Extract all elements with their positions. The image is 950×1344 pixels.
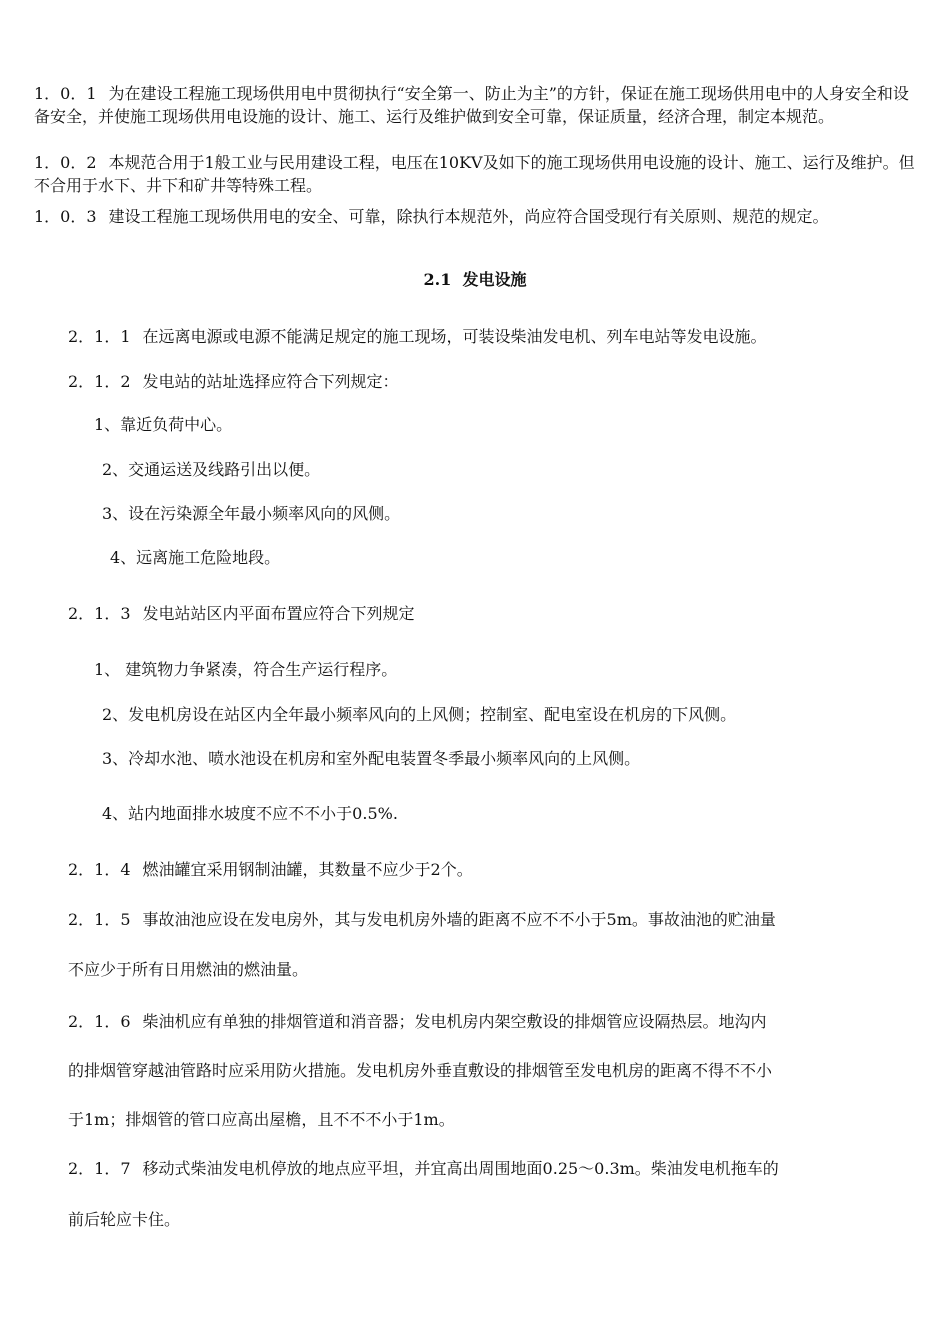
clause-number: 1．0．2 xyxy=(34,153,97,172)
list-item: 4、远离施工危险地段。 xyxy=(110,548,281,567)
section-heading xyxy=(0,268,950,291)
clause-number: 2．1．6 xyxy=(68,1012,131,1031)
clause-text: 移动式柴油发电机停放的地点应平坦，并宜高出周围地面0.25～0.3m。柴油发电机拖车的 xyxy=(142,1159,779,1178)
clause-1-0-2 xyxy=(34,151,916,197)
clause-text: 建设工程施工现场供用电的安全、可靠，除执行本规范外，尚应符合国受现行有关原则、规范的规定。 xyxy=(108,207,829,226)
clause-text: 燃油罐宜采用钢制油罐，其数量不应少于2个。 xyxy=(142,860,473,879)
clause-continuation: 前后轮应卡住。 xyxy=(68,1210,181,1229)
clause-number: 1．0．1 xyxy=(34,84,97,103)
list-item: 4、站内地面排水坡度不应不不小于0.5%. xyxy=(102,804,398,823)
list-item: 3、冷却水池、喷水池设在机房和室外配电装置冬季最小频率风向的上风侧。 xyxy=(102,749,641,768)
clause-continuation: 的排烟管穿越油管路时应采用防火措施。发电机房外垂直敷设的排烟管至发电机房的距离不得不不小 xyxy=(68,1061,773,1080)
clause-2-1-6 xyxy=(68,1010,767,1033)
clause-text: 发电站的站址选择应符合下列规定： xyxy=(142,372,399,391)
list-item: 1、靠近负荷中心。 xyxy=(94,415,233,434)
clause-number: 2．1．5 xyxy=(68,910,131,929)
clause-number: 2．1．1 xyxy=(68,327,131,346)
list-item: 2、交通运送及线路引出以便。 xyxy=(102,460,321,479)
clause-number: 2．1．7 xyxy=(68,1159,131,1178)
clause-text: 本规范合用于1般工业与民用建设工程，电压在10KV及如下的施工现场供用电设施的设计、施工、运行及维护。但不合用于水下、井下和矿井等特殊工程。 xyxy=(34,153,915,195)
clause-number: 1．0．3 xyxy=(34,207,97,226)
clause-2-1-7 xyxy=(68,1157,779,1180)
clause-number: 2．1．2 xyxy=(68,372,131,391)
clause-text: 发电站站区内平面布置应符合下列规定 xyxy=(142,604,415,623)
clause-text: 在远离电源或电源不能满足规定的施工现场，可装设柴油发电机、列车电站等发电设施。 xyxy=(142,327,767,346)
clause-1-0-3 xyxy=(34,205,916,228)
clause-text: 柴油机应有单独的排烟管道和消音器；发电机房内架空敷设的排烟管应设隔热层。地沟内 xyxy=(142,1012,767,1031)
clause-2-1-3 xyxy=(68,602,415,625)
clause-2-1-1 xyxy=(68,325,767,348)
clause-2-1-2 xyxy=(68,370,399,393)
clause-1-0-1 xyxy=(34,82,916,128)
clause-2-1-5 xyxy=(68,908,776,931)
list-item: 3、设在污染源全年最小频率风向的风侧。 xyxy=(102,504,401,523)
section-number: 2.1 xyxy=(423,270,452,289)
clause-number: 2．1．4 xyxy=(68,860,131,879)
clause-text: 事故油池应设在发电房外，其与发电机房外墙的距离不应不不小于5m。事故油池的贮油量 xyxy=(142,910,776,929)
clause-2-1-4 xyxy=(68,858,473,881)
list-item: 1、 建筑物力争紧凑，符合生产运行程序。 xyxy=(94,660,398,679)
clause-continuation: 不应少于所有日用燃油的燃油量。 xyxy=(68,960,309,979)
section-title: 发电设施 xyxy=(462,270,527,289)
clause-continuation: 于1m；排烟管的管口应高出屋檐，且不不不小于1m。 xyxy=(68,1110,455,1129)
clause-text: 为在建设工程施工现场供用电中贯彻执行“安全第一、防止为主”的方针，保证在施工现场供用电中的人身安全和设备安全，并使施工现场供用电设施的设计、施工、运行及维护做到安全可靠，保证质量，经济合理，制定本规范。 xyxy=(34,84,909,126)
clause-number: 2．1．3 xyxy=(68,604,131,623)
list-item: 2、发电机房设在站区内全年最小频率风向的上风侧；控制室、配电室设在机房的下风侧。 xyxy=(102,705,737,724)
